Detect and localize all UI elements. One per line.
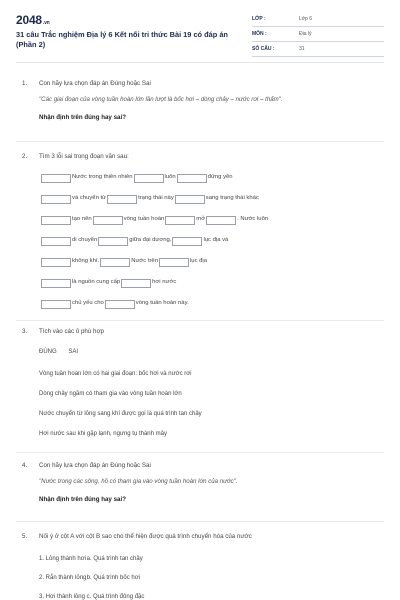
statement-row[interactable]: Hơi nước sau khi gặp lạnh, ngưng tụ thành mây bbox=[39, 431, 167, 437]
answer-blank-box[interactable] bbox=[165, 216, 195, 225]
match-column-a-item[interactable]: 3. Hơi thành lỏng bbox=[39, 594, 85, 600]
answer-blank-box[interactable] bbox=[41, 195, 71, 204]
passage-fragment: Nước trong thiên nhiên bbox=[72, 174, 133, 181]
answer-blank-box[interactable] bbox=[159, 258, 189, 267]
answer-blank-box[interactable] bbox=[41, 174, 71, 183]
passage-line bbox=[40, 172, 233, 184]
statement-row[interactable]: Nước chuyển từ lỏng sang khí được gọi là quá trình tan chảy bbox=[39, 411, 202, 417]
passage-line bbox=[40, 193, 259, 205]
answer-blank-box[interactable] bbox=[41, 279, 71, 288]
passage-fragment: trạng thái này bbox=[138, 195, 174, 202]
passage-fragment: di chuyển bbox=[72, 237, 98, 244]
passage-fragment: mở bbox=[196, 216, 206, 223]
passage-fragment: đứng yên bbox=[207, 174, 233, 181]
question-statement: "Các giai đoạn của vòng tuần hoàn lớn lần lượt là bốc hơi – dòng chảy – nước rơi – thấm". bbox=[39, 96, 283, 104]
match-column-b-item[interactable]: a. Quá trình tan chảy bbox=[86, 556, 143, 562]
passage-fragment: chủ yếu cho bbox=[72, 300, 104, 307]
answer-blank-box[interactable] bbox=[98, 237, 128, 246]
answer-blank-box[interactable] bbox=[93, 216, 123, 225]
question-prompt: Tích vào các ô phù hợp bbox=[39, 328, 104, 335]
passage-line bbox=[40, 277, 176, 289]
question-2 bbox=[22, 153, 382, 313]
answer-blank-box[interactable] bbox=[206, 216, 236, 225]
statement-row[interactable]: Vòng tuần hoàn lớn có hai giai đoạn: bốc hơi và nước rơi bbox=[39, 371, 192, 377]
question-number: 4. bbox=[22, 462, 28, 469]
question-number: 2. bbox=[22, 153, 28, 160]
question-divider bbox=[16, 141, 384, 142]
question-prompt: Con hãy lựa chọn đáp án Đúng hoặc Sai bbox=[39, 462, 151, 469]
passage-fragment: tạo nên bbox=[72, 216, 92, 223]
match-row bbox=[39, 555, 143, 563]
passage-fragment: giữa đại dương, bbox=[129, 237, 172, 244]
answer-blank-box[interactable] bbox=[177, 174, 207, 183]
logo-suffix: .vn bbox=[42, 20, 50, 26]
question-body bbox=[39, 462, 379, 504]
passage-fragment: luôn bbox=[164, 174, 176, 181]
meta-row-class bbox=[252, 14, 384, 27]
answer-blank-box[interactable] bbox=[134, 174, 164, 183]
true-false-header bbox=[39, 348, 78, 356]
statement-row[interactable]: Dòng chảy ngầm có tham gia vào vòng tuần hoàn lớn bbox=[39, 391, 182, 397]
match-column-b-item[interactable]: b. Quá trình bốc hơi bbox=[86, 575, 140, 581]
answer-blank-box[interactable] bbox=[107, 195, 137, 204]
match-column-a-item[interactable]: 2. Rắn thành lỏng bbox=[39, 575, 87, 581]
question-ask: Nhận định trên đúng hay sai? bbox=[39, 113, 126, 121]
question-body bbox=[39, 328, 379, 336]
passage-fragment: vòng tuần hoàn bbox=[123, 216, 165, 223]
answer-blank-box[interactable] bbox=[41, 237, 71, 246]
passage-fragment: . Nước luôn bbox=[237, 216, 269, 223]
logo-main: 2048 bbox=[16, 13, 42, 27]
question-divider bbox=[16, 452, 384, 453]
question-body bbox=[39, 153, 379, 161]
answer-blank-box[interactable] bbox=[100, 258, 130, 267]
question-prompt: Nối ý ở cột A với cột B sao cho thể hiện được quá trình chuyển hóa của nước bbox=[39, 533, 252, 540]
question-1 bbox=[22, 80, 382, 130]
meta-label: SỐ CÂU : bbox=[252, 46, 275, 52]
match-row bbox=[39, 574, 140, 582]
meta-value: Địa lý bbox=[299, 31, 312, 37]
meta-label: LỚP : bbox=[252, 16, 266, 22]
passage-fragment: vòng tuần hoàn này. bbox=[135, 300, 189, 307]
passage-fragment: lục địa bbox=[189, 258, 208, 265]
meta-panel bbox=[252, 14, 384, 59]
question-4 bbox=[22, 462, 382, 514]
site-logo[interactable] bbox=[16, 12, 50, 28]
column-false-label: SAI bbox=[68, 349, 79, 355]
question-divider bbox=[16, 320, 384, 321]
answer-blank-box[interactable] bbox=[172, 237, 202, 246]
passage-fragment: hơi nước bbox=[152, 279, 177, 286]
header-divider bbox=[16, 62, 384, 63]
match-column-b-item[interactable]: c. Quá trình đông đặc bbox=[86, 594, 145, 600]
passage-line bbox=[40, 256, 207, 268]
question-prompt: Con hãy lựa chọn đáp án Đúng hoặc Sai bbox=[39, 80, 151, 87]
answer-blank-box[interactable] bbox=[175, 195, 205, 204]
passage-fragment: Nước trên bbox=[131, 258, 158, 265]
meta-row-count bbox=[252, 44, 384, 57]
question-number: 5. bbox=[22, 533, 28, 540]
meta-label: MÔN : bbox=[252, 31, 267, 37]
passage-fragment: lục địa và bbox=[203, 237, 229, 244]
meta-value: 31 bbox=[299, 46, 305, 52]
question-number: 3. bbox=[22, 328, 28, 335]
passage-fragment: là nguồn cung cấp bbox=[72, 279, 121, 286]
document-title: 31 câu Trắc nghiệm Địa lý 6 Kết nối tri thức Bài 19 có đáp án (Phần 2) bbox=[16, 30, 228, 49]
question-body bbox=[39, 533, 379, 541]
column-true-label: ĐÚNG bbox=[39, 349, 57, 355]
question-number: 1. bbox=[22, 80, 28, 87]
match-row bbox=[39, 593, 144, 600]
question-divider bbox=[16, 521, 384, 522]
answer-blank-box[interactable] bbox=[105, 300, 135, 309]
answer-blank-box[interactable] bbox=[41, 300, 71, 309]
question-statement: "Nước trong các sông, hồ có tham gia vào vòng tuần hoàn lớn của nước". bbox=[39, 478, 238, 486]
answer-blank-box[interactable] bbox=[41, 216, 71, 225]
passage-line bbox=[40, 214, 268, 226]
passage-line bbox=[40, 298, 189, 310]
passage-line bbox=[40, 235, 228, 247]
question-ask: Nhận định trên đúng hay sai? bbox=[39, 495, 126, 503]
document-header bbox=[16, 12, 384, 58]
meta-row-subject bbox=[252, 29, 384, 42]
question-body bbox=[39, 80, 379, 122]
answer-blank-box[interactable] bbox=[41, 258, 71, 267]
passage-fragment: không khí. bbox=[72, 258, 100, 265]
question-5 bbox=[22, 533, 382, 600]
match-column-a-item[interactable]: 1. Lỏng thành hơi bbox=[39, 556, 86, 562]
question-3 bbox=[22, 328, 382, 448]
answer-blank-box[interactable] bbox=[121, 279, 151, 288]
passage-fragment: và chuyển từ bbox=[72, 195, 107, 202]
meta-value: Lớp 6 bbox=[299, 16, 313, 22]
question-prompt: Tìm 3 lỗi sai trong đoạn văn sau: bbox=[39, 153, 129, 160]
passage-fragment: sang trạng thái khác bbox=[205, 195, 259, 202]
